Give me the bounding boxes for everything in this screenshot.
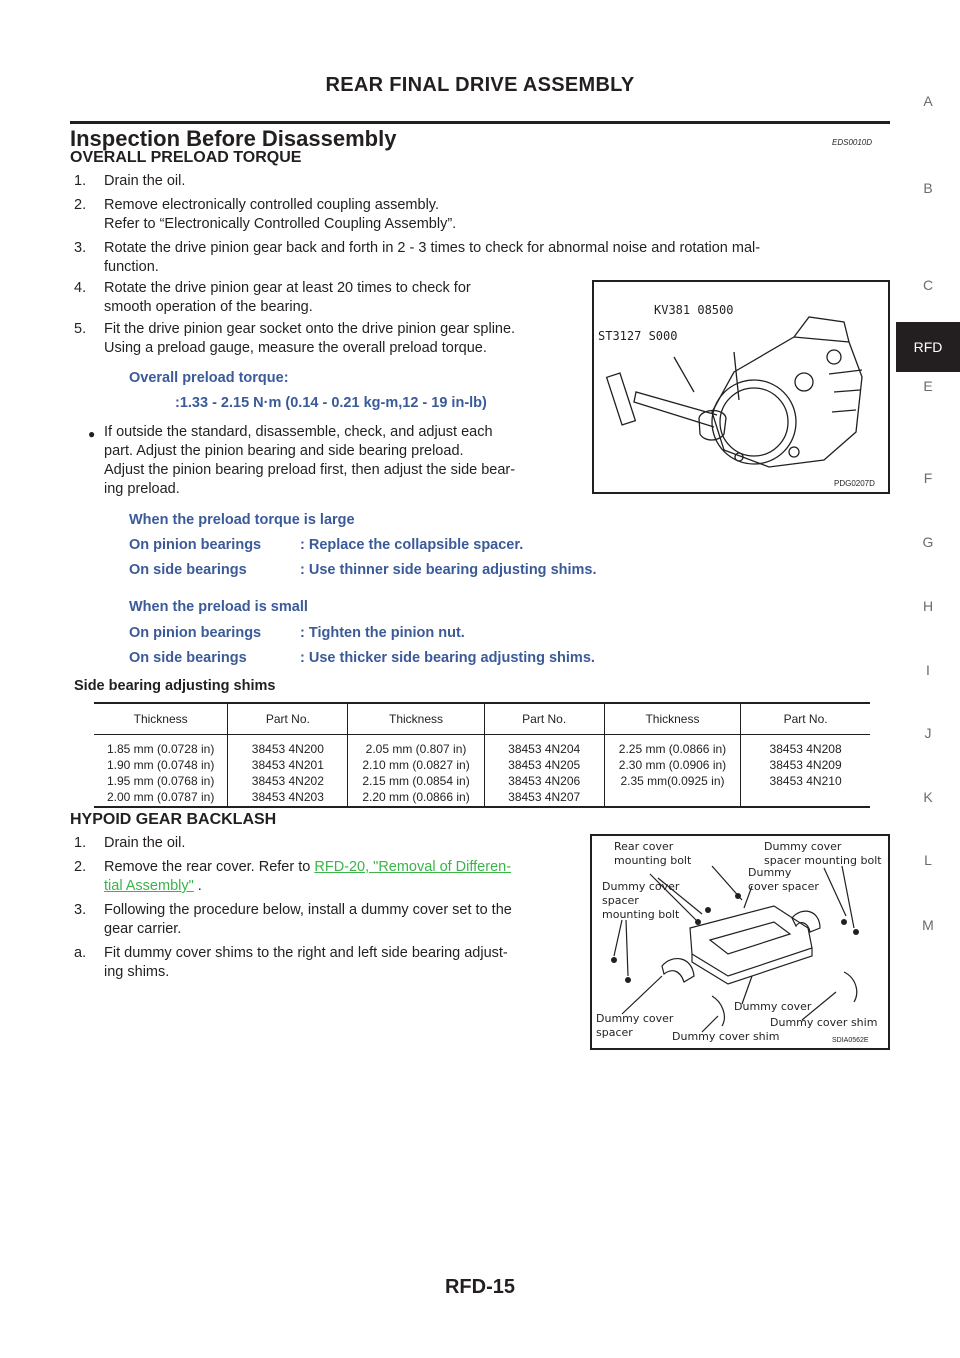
tool-label-kv: KV381 08500 xyxy=(654,303,734,317)
spec-label: Overall preload torque: xyxy=(129,370,289,386)
section-title: Inspection Before Disassembly xyxy=(70,126,397,151)
tab-g[interactable]: G xyxy=(922,534,934,550)
label-dummy-cover: Dummy cover xyxy=(734,1000,812,1013)
header-rule xyxy=(70,121,890,124)
large-pinion-value: : Replace the collapsible spacer. xyxy=(300,537,524,553)
label-dummy-cover-spacer-bottom: Dummy cover xyxy=(596,1012,674,1025)
shims-table-title: Side bearing adjusting shims xyxy=(74,678,276,694)
part-cell-2: 38453 4N204 38453 4N205 38453 4N206 38453 4N207 xyxy=(484,735,604,808)
small-pinion-label: On pinion bearings xyxy=(129,625,262,641)
svg-text:spacer mounting bolt: spacer mounting bolt xyxy=(764,854,882,867)
tab-a[interactable]: A xyxy=(923,93,933,109)
backlash-steps: 1. Drain the oil. 2. Remove the rear cover. Refer to RFD-20, "Removal of Differen- tial Assembly" . 3. Following the procedure below, install a dummy cover set to the gear carrier. a. Fit dummy cover shims to the right and left side bearing adjust- ing shims. xyxy=(74,835,512,980)
tab-i[interactable]: I xyxy=(926,662,930,678)
svg-text:spacer: spacer xyxy=(596,1026,633,1039)
thickness-cell-2: 2.05 mm (0.807 in) 2.10 mm (0.0827 in) 2.15 mm (0.0854 in) 2.20 mm (0.0866 in) xyxy=(348,735,484,808)
col-part-2: Part No. xyxy=(484,704,604,735)
page-header-title: REAR FINAL DRIVE ASSEMBLY xyxy=(325,74,635,96)
dummy-cover-illustration xyxy=(592,836,888,1048)
tab-m[interactable]: M xyxy=(922,917,934,933)
preload-steps: 1. Drain the oil. 2. Remove electronically controlled coupling assembly. Refer to “Electronically Controlled Coupling Assembly”. 3. Rotate the drive pinion gear back and forth in 2 - 3 times to check for abnormal noise and rotation mal- function. 4. Rotate the drive pinion gear at least 20 times to check for smooth operation of the bearing. 5. Fit the drive pinion gear socket onto the drive pinion gear spline. Using a preload gauge, measure the overall preload torque. xyxy=(74,173,761,356)
svg-text:spacer: spacer xyxy=(602,894,639,907)
preload-gauge-figure xyxy=(592,280,890,494)
part-cell-3: 38453 4N208 38453 4N209 38453 4N210 xyxy=(741,735,870,808)
tool-label-st: ST3127 S000 xyxy=(598,329,678,343)
dummy-cover-figure xyxy=(590,834,890,1050)
label-dummy-cover-shim-bottom: Dummy cover shim xyxy=(672,1030,780,1043)
step-2-text: Remove the rear cover. Refer to RFD-20, "Removal of Differen- xyxy=(104,859,512,875)
part-cell-1: 38453 4N200 38453 4N201 38453 4N202 38453 4N203 xyxy=(228,735,348,808)
section-code: EDS0010D xyxy=(832,138,873,147)
tab-k[interactable]: K xyxy=(923,789,933,805)
svg-text:cover spacer: cover spacer xyxy=(748,880,819,893)
preload-heading: OVERALL PRELOAD TORQUE xyxy=(70,149,302,166)
label-rear-cover: Rear cover xyxy=(614,840,674,853)
removal-differential-link[interactable]: RFD-20, "Removal of Differen- xyxy=(314,859,512,875)
svg-text:mounting bolt: mounting bolt xyxy=(602,908,680,921)
adjust-note: ● If outside the standard, disassemble, check, and adjust each part. Adjust the pinion bearing and side bearing preload. Adjust the pinion bearing preload first, then adjust the side bear- ing preload. xyxy=(88,424,516,497)
tab-l[interactable]: L xyxy=(924,852,932,868)
tab-f[interactable]: F xyxy=(923,470,933,486)
col-thickness-3: Thickness xyxy=(604,704,740,735)
spec-value: :1.33 - 2.15 N·m (0.14 - 0.21 kg-m,12 - 19 in-lb) xyxy=(175,395,487,411)
tab-c[interactable]: C xyxy=(922,277,934,293)
tab-b[interactable]: B xyxy=(923,180,933,196)
backlash-heading: HYPOID GEAR BACKLASH xyxy=(70,811,277,828)
col-part-1: Part No. xyxy=(228,704,348,735)
figure-code: PDG0207D xyxy=(834,479,875,488)
shims-table xyxy=(94,704,870,808)
label-dummy-cover-spacer-bolt: Dummy cover xyxy=(764,840,842,853)
label-dummy-cover-spacer-mounting: Dummy cover xyxy=(602,880,680,893)
large-side-label: On side bearings xyxy=(129,562,247,578)
figure-code: SDIA0562E xyxy=(832,1037,869,1044)
small-pinion-value: : Tighten the pinion nut. xyxy=(300,625,465,641)
tab-e[interactable]: E xyxy=(923,378,933,394)
large-pinion-label: On pinion bearings xyxy=(129,537,262,553)
col-thickness-2: Thickness xyxy=(348,704,484,735)
small-heading: When the preload is small xyxy=(129,599,308,615)
removal-differential-link-cont[interactable]: tial Assembly" xyxy=(104,878,194,894)
thickness-cell-3: 2.25 mm (0.0866 in) 2.30 mm (0.0906 in) 2.35 mm(0.0925 in) xyxy=(604,735,740,808)
tab-rfd[interactable]: RFD xyxy=(896,322,960,372)
differential-illustration xyxy=(594,282,888,492)
table-header-row xyxy=(94,704,870,735)
thickness-cell-1: 1.85 mm (0.0728 in) 1.90 mm (0.0748 in) 1.95 mm (0.0768 in) 2.00 mm (0.0787 in) xyxy=(94,735,228,808)
tab-h[interactable]: H xyxy=(922,598,934,614)
col-thickness-1: Thickness xyxy=(94,704,228,735)
label-dummy-cover-spacer: Dummy xyxy=(748,866,792,879)
large-heading: When the preload torque is large xyxy=(129,512,355,528)
tab-j[interactable]: J xyxy=(924,725,932,741)
bullet-icon: ● xyxy=(88,427,96,441)
svg-text:mounting bolt: mounting bolt xyxy=(614,854,692,867)
small-side-label: On side bearings xyxy=(129,650,247,666)
large-side-value: : Use thinner side bearing adjusting shims. xyxy=(300,562,597,578)
label-dummy-cover-shim-right: Dummy cover shim xyxy=(770,1016,878,1029)
col-part-3: Part No. xyxy=(741,704,870,735)
small-side-value: : Use thicker side bearing adjusting shims. xyxy=(300,650,595,666)
page-number: RFD-15 xyxy=(444,1276,515,1298)
table-row xyxy=(94,735,870,808)
